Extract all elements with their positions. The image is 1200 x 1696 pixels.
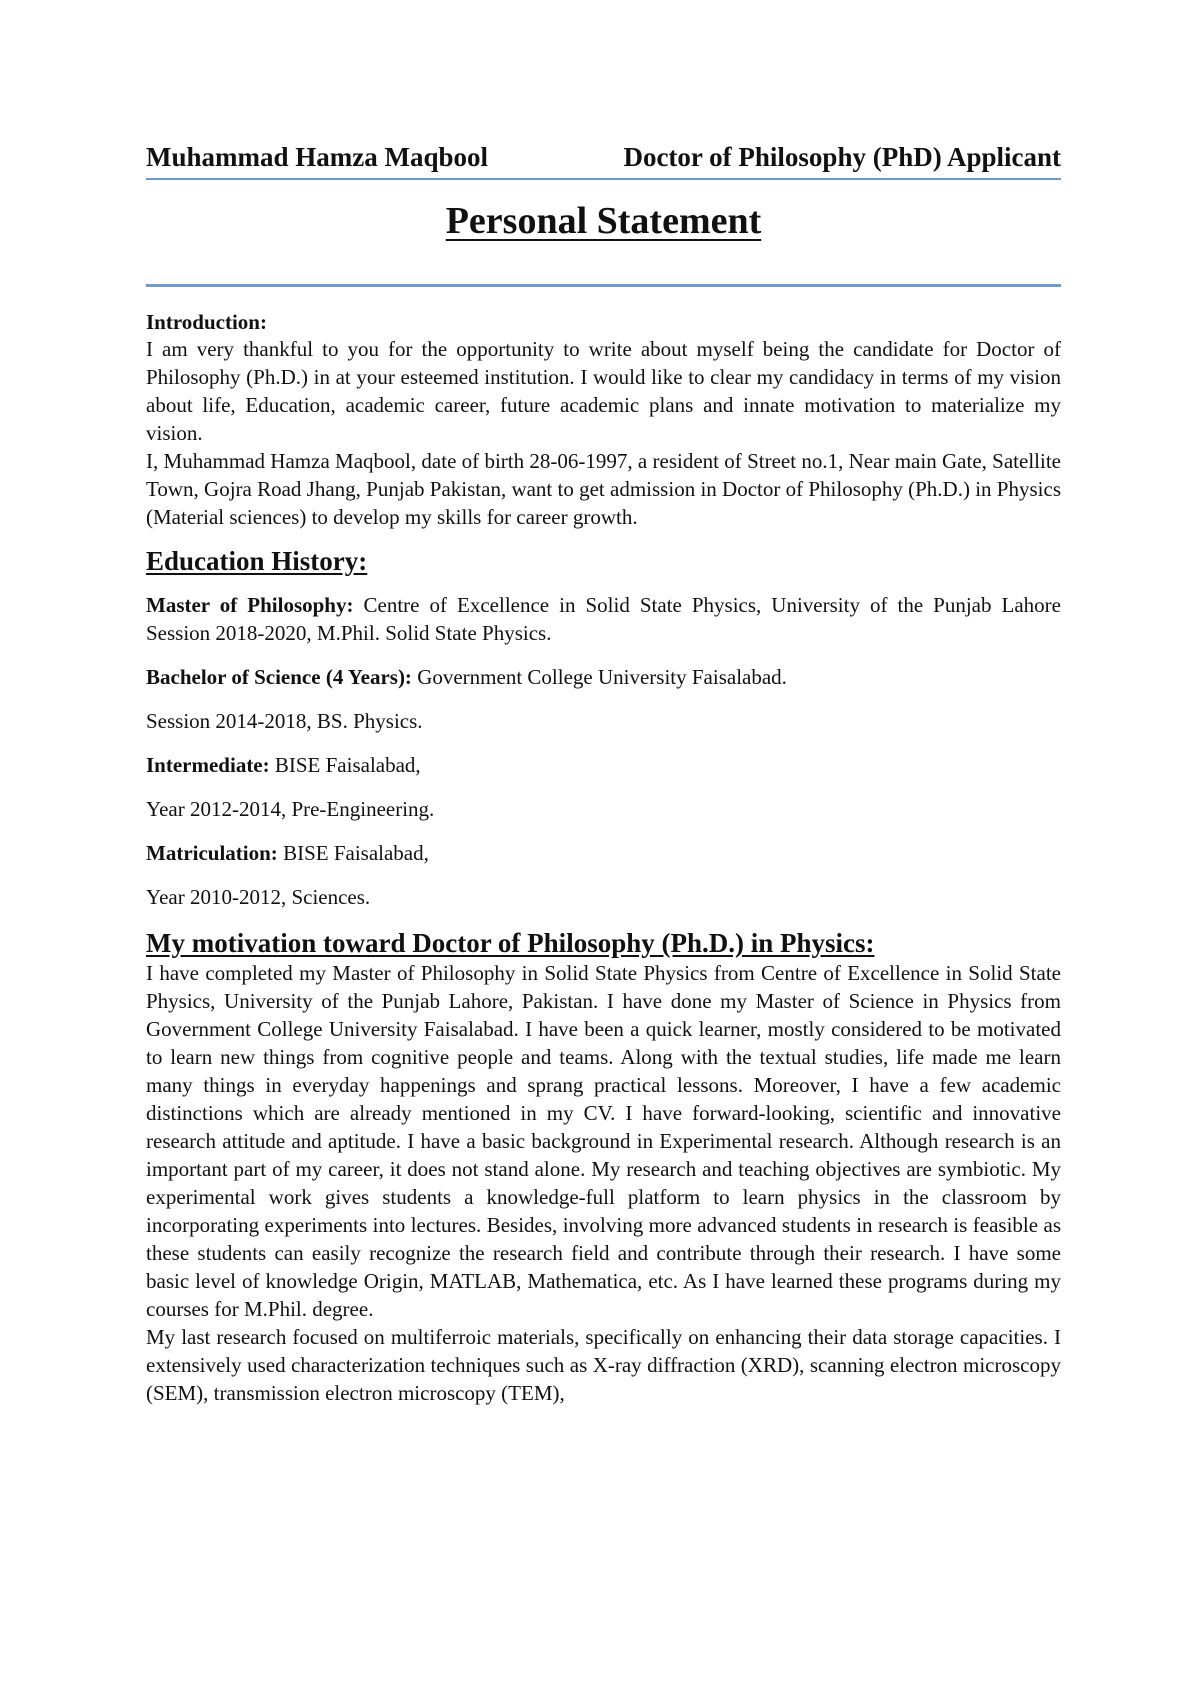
matric-year: Year 2010-2012, Sciences. bbox=[146, 885, 371, 909]
document-page bbox=[146, 140, 1061, 1407]
bs-session: Session 2014-2018, BS. Physics. bbox=[146, 709, 423, 733]
motivation-paragraph: I have completed my Master of Philosophy in Solid State Physics from Centre of Excellence in Solid State Physics, University of the Punjab Lahore, Pakistan. I have done my Master of Science in Physics from Government College University Faisalabad. I have been a quick learner, mostly considered to be motivated to learn new things from cognitive people and teams. Along with the textual studies, life made me learn many things in everyday happenings and sprang practical lessons. Moreover, I have a few academic distinctions which are already mentioned in my CV. I have forward-looking, scientific and innovative research attitude and aptitude. I have a basic background in Experimental research. Although research is an important part of my career, it does not stand alone. My research and teaching objectives are symbiotic. My experimental work gives students a knowledge-full platform to learn physics in the classroom by incorporating experiments into lectures. Besides, involving more advanced students in research is feasible as these students can easily recognize the research field and contribute through their research. I have some basic level of knowledge Origin, MATLAB, Mathematica, etc. As I have learned these programs during my courses for M.Phil. degree. bbox=[146, 961, 1061, 1321]
education-intermediate bbox=[146, 751, 1061, 779]
page-title: Personal Statement bbox=[445, 200, 762, 242]
introduction-paragraph: I am very thankful to you for the opportunity to write about myself being the candidate for Doctor of Philosophy (Ph.D.) in at your esteemed institution. I would like to clear my candidacy in terms of my vision about life, Education, academic career, future academic plans and innate motivation to materialize my vision. bbox=[146, 337, 1061, 445]
matric-text: BISE Faisalabad, bbox=[277, 841, 429, 865]
mphil-text: Centre of Excellence in Solid State Physics, University of the Punjab Lahore Session 2018-2020, M.Phil. Solid State Physics. bbox=[146, 593, 1061, 645]
page-header bbox=[146, 140, 1061, 174]
applicant-role: Doctor of Philosophy (PhD) Applicant bbox=[623, 142, 1061, 172]
applicant-name: Muhammad Hamza Maqbool bbox=[146, 142, 489, 172]
mphil-label: Master of Philosophy: bbox=[146, 593, 354, 617]
introduction-paragraph: I, Muhammad Hamza Maqbool, date of birth 28-06-1997, a resident of Street no.1, Near main Gate, Satellite Town, Gojra Road Jhang, Punjab Pakistan, want to get admission in Doctor of Philosophy (Ph.D.) in Physics (Material sciences) to develop my skills for career growth. bbox=[146, 449, 1061, 529]
introduction-label: Introduction: bbox=[146, 310, 267, 334]
bs-text: Government College University Faisalabad. bbox=[411, 665, 787, 689]
education-matric bbox=[146, 839, 1061, 867]
education-heading: Education History: bbox=[146, 546, 368, 576]
matric-label: Matriculation: bbox=[146, 841, 278, 865]
education-mphil bbox=[146, 591, 1061, 647]
intermediate-label: Intermediate: bbox=[146, 753, 270, 777]
education-bs bbox=[146, 663, 1061, 691]
intermediate-text: BISE Faisalabad, bbox=[269, 753, 421, 777]
title-divider bbox=[146, 284, 1061, 287]
motivation-heading: My motivation toward Doctor of Philosophy (Ph.D.) in Physics: bbox=[146, 928, 875, 958]
header-divider bbox=[146, 178, 1061, 180]
bs-label: Bachelor of Science (4 Years): bbox=[146, 665, 412, 689]
motivation-paragraph: My last research focused on multiferroic materials, specifically on enhancing their data storage capacities. I extensively used characterization techniques such as X-ray diffraction (XRD), scanning electron microscopy (SEM), transmission electron microscopy (TEM), bbox=[146, 1325, 1061, 1405]
intermediate-year: Year 2012-2014, Pre-Engineering. bbox=[146, 797, 435, 821]
